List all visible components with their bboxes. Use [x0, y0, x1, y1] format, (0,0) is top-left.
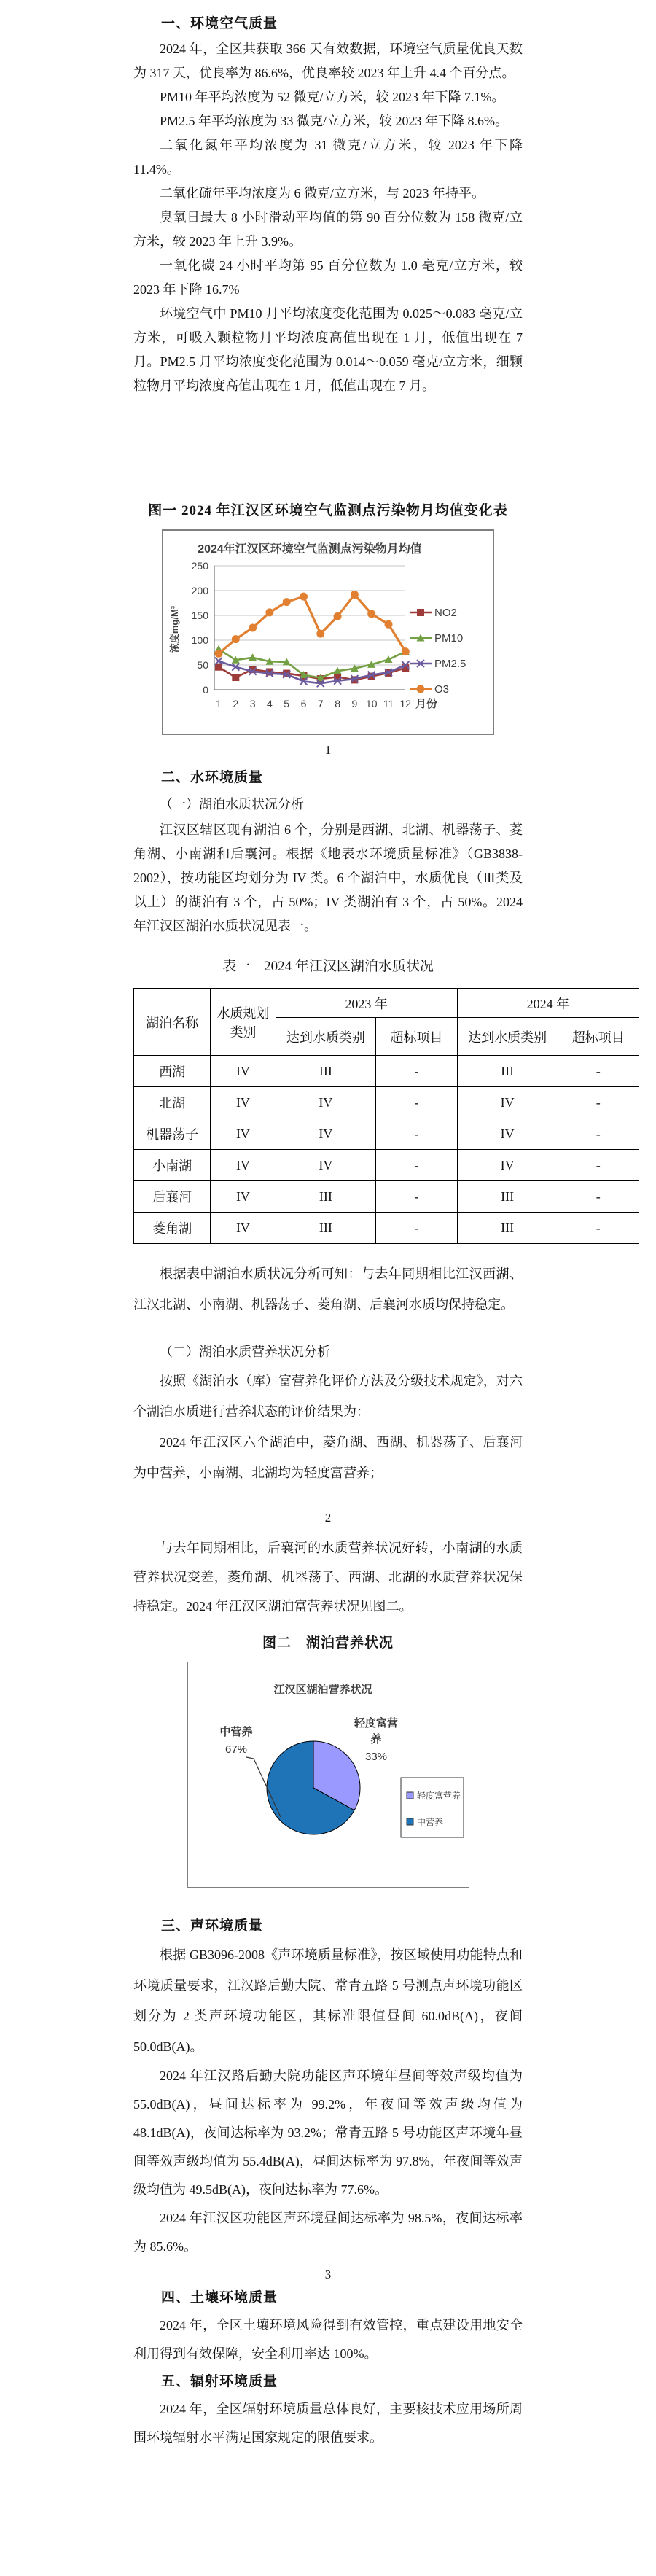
table-cell: III [457, 1181, 558, 1213]
noise-paragraph: 2024 年江汉路后勤大院功能区声环境年昼间等效声级均值为 55.0dB(A)，昼间达标率为 99.2%，年夜间等效声级均值为 48.1dB(A)，夜间达标率为 93.2%；常青五路 5 号功能区声环境年昼间等效声级均值为 55.4dB(A)，昼间达标率为 97.8%，年夜间等效声级均值为 49.5dB(A)，夜间达标率为 77.6%。 [133, 2069, 523, 2197]
water-subheading-2: （二）湖泊水质营养状况分析 [160, 1345, 330, 1359]
svg-text:2: 2 [233, 698, 239, 709]
table-row [134, 1150, 639, 1181]
figure1-caption: 图一 2024 年江汉区环境空气监测点污染物月均值变化表 [148, 503, 508, 518]
table-cell: IV [211, 1150, 276, 1181]
table-row [134, 1213, 639, 1244]
air-paragraph: 二氧化硫年平均浓度为 6 微克/立方米，与 2023 年持平。 [160, 186, 485, 201]
table-cell: IV [211, 1213, 276, 1244]
soil-paragraph: 2024 年，全区土壤环境风险得到有效管控，重点建设用地安全利用得到有效保障，安全利用率达 100%。 [133, 2318, 523, 2361]
svg-text:PM2.5: PM2.5 [434, 658, 466, 670]
air-paragraph: 一氧化碳 24 小时平均第 95 百分位数为 1.0 毫克/立方米，较 2023 年下降 16.7% [133, 258, 523, 297]
air-paragraph: 2024 年，全区共获取 366 天有效数据，环境空气质量优良天数为 317 天，优良率为 86.6%，优良率较 2023 年上升 4.4 个百分点。 [133, 42, 523, 80]
table-cell: - [376, 1118, 457, 1150]
page-number: 2 [324, 1511, 332, 1525]
table-header-year-2024: 2024 年 [457, 989, 639, 1018]
svg-text:浓度mg/M³: 浓度mg/M³ [169, 605, 180, 653]
svg-text:轻度富营养: 轻度富营养 [416, 1791, 461, 1801]
svg-text:月份: 月份 [415, 698, 438, 710]
svg-text:轻度富营: 轻度富营 [354, 1717, 398, 1729]
svg-text:中营养: 中营养 [219, 1726, 253, 1738]
table-cell: IV [211, 1087, 276, 1118]
noise-section-heading: 三、声环境质量 [161, 1918, 264, 1934]
table-cell: III [457, 1056, 558, 1087]
lake-intro-paragraph: 江汉区辖区现有湖泊 6 个，分别是西湖、北湖、机器荡子、菱角湖、小南湖和后襄河。根据《地表水环境质量标准》（GB3838-2002），按功能区均划分为 IV 类。6 个湖泊中，水质优良（Ⅲ类及以上）的湖泊有 3 个，占 50%；IV 类湖泊有 3 个，占 50%。2024 年江汉区湖泊水质状况见表一。 [133, 822, 523, 933]
water-subheading-1: （一）湖泊水质状况分析 [160, 797, 304, 812]
svg-text:7: 7 [317, 698, 324, 709]
table-cell: 后襄河 [134, 1181, 211, 1213]
figure2-caption: 图二 湖泊营养状况 [262, 1635, 394, 1651]
svg-text:0: 0 [203, 684, 208, 696]
table-cell: - [558, 1150, 639, 1181]
pie-legend [401, 1778, 464, 1837]
page-number: 1 [324, 743, 332, 757]
table-cell: III [276, 1056, 376, 1087]
table-header-class: 水质规划类别 [211, 989, 276, 1056]
noise-paragraph: 2024 年江汉区功能区声环境昼间达标率为 98.5%，夜间达标率为 85.6%。 [133, 2211, 523, 2254]
chart-axes [192, 560, 437, 710]
nutrition-method-paragraph: 按照《湖泊水（库）富营养化评价方法及分级技术规定》，对六个湖泊水质进行营养状态的评价结果为： [133, 1374, 523, 1419]
chart-legend [410, 607, 466, 696]
svg-text:11: 11 [383, 698, 394, 709]
table-cell: - [558, 1087, 639, 1118]
table-cell: IV [457, 1087, 558, 1118]
water-section-heading: 二、水环境质量 [161, 770, 264, 785]
air-section-heading: 一、环境空气质量 [161, 16, 278, 31]
table-cell: III [276, 1181, 376, 1213]
svg-text:50: 50 [197, 659, 208, 671]
noise-paragraph: 根据 GB3096-2008《声环境质量标准》，按区域使用功能特点和环境质量要求，江汉路后勤大院、常青五路 5 号测点声环境功能区划分为 2 类声环境功能区，其标准限值昼间 60.0dB(A)，夜间 50.0dB(A)。 [133, 1947, 523, 2054]
table-row [134, 1118, 639, 1150]
table-row [134, 1087, 639, 1118]
table-cell: - [558, 1181, 639, 1213]
svg-text:中营养: 中营养 [416, 1817, 443, 1827]
svg-text:150: 150 [191, 610, 208, 621]
air-paragraph: 环境空气中 PM10 月平均浓度变化范围为 0.025～0.083 毫克/立方米，可吸入颗粒物月平均浓度高值出现在 1 月，低值出现在 7 月。PM2.5 月平均浓度变化范围为 0.014～0.059 毫克/立方米，细颗粒物月平均浓度高值出现在 1 月，低值出现在 7 月。 [133, 306, 523, 393]
air-paragraph: 二氧化氮年平均浓度为 31 微克/立方米，较 2023 年下降 11.4%。 [133, 138, 523, 176]
lake-analysis-paragraph: 根据表中湖泊水质状况分析可知：与去年同期相比江汉西湖、江汉北湖、小南湖、机器荡子、菱角湖、后襄河水质均保持稳定。 [133, 1266, 523, 1312]
table-cell: IV [457, 1150, 558, 1181]
radiation-paragraph: 2024 年，全区辐射环境质量总体良好，主要核技术应用场所周围环境辐射水平满足国家规定的限值要求。 [133, 2402, 523, 2445]
table-cell: - [558, 1213, 639, 1244]
svg-text:100: 100 [191, 634, 208, 646]
svg-text:33%: 33% [364, 1751, 387, 1763]
svg-text:江汉区湖泊营养状况: 江汉区湖泊营养状况 [273, 1684, 372, 1696]
table-cell: 小南湖 [134, 1150, 211, 1181]
table-cell: IV [276, 1118, 376, 1150]
table-cell: - [376, 1087, 457, 1118]
series-PM10 [215, 645, 410, 681]
table-cell: - [558, 1056, 639, 1087]
table-cell: - [376, 1150, 457, 1181]
svg-text:10: 10 [365, 698, 378, 709]
svg-text:5: 5 [284, 698, 290, 709]
nutrition-compare-paragraph: 与去年同期相比，后襄河的水质营养状况好转，小南湖的水质营养状况变差，菱角湖、机器荡子、西湖、北湖的水质营养状况保持稳定。2024 年江汉区湖泊富营养状况见图二。 [133, 1541, 523, 1614]
svg-text:9: 9 [351, 698, 358, 709]
svg-text:250: 250 [191, 560, 208, 572]
svg-text:200: 200 [191, 585, 208, 596]
table-cell: 北湖 [134, 1087, 211, 1118]
table-cell: 西湖 [134, 1056, 211, 1087]
svg-text:12: 12 [399, 698, 412, 709]
table-subheader-category-2023: 达到水质类别 [276, 1018, 376, 1056]
lake-water-quality-table [133, 988, 639, 1244]
svg-text:6: 6 [300, 698, 307, 709]
svg-text:1: 1 [216, 698, 222, 709]
table-cell: IV [276, 1150, 376, 1181]
svg-text:4: 4 [267, 698, 273, 709]
air-line-chart [163, 531, 490, 731]
table-header-year-2023: 2023 年 [276, 989, 457, 1018]
table1-caption: 表一 2024 年江汉区湖泊水质状况 [222, 959, 434, 974]
nutrition-result-paragraph: 2024 年江汉区六个湖泊中，菱角湖、西湖、机器荡子、后襄河为中营养，小南湖、北湖均为轻度富营养； [133, 1435, 523, 1480]
table-cell: - [376, 1056, 457, 1087]
table-subheader-exceed-2023: 超标项目 [376, 1018, 457, 1056]
table-cell: III [276, 1213, 376, 1244]
table-cell: IV [211, 1181, 276, 1213]
table-subheader-category-2024: 达到水质类别 [457, 1018, 558, 1056]
radiation-section-heading: 五、辐射环境质量 [161, 2374, 278, 2389]
table-row [134, 1056, 639, 1087]
figure2-box [187, 1662, 469, 1888]
air-paragraph: PM10 年平均浓度为 52 微克/立方米，较 2023 年下降 7.1%。 [160, 90, 505, 104]
table-cell: IV [211, 1056, 276, 1087]
table-cell: 机器荡子 [134, 1118, 211, 1150]
table-cell: 菱角湖 [134, 1213, 211, 1244]
figure1-box [162, 529, 494, 735]
table-header-lake: 湖泊名称 [134, 989, 211, 1056]
pie-slices [266, 1741, 359, 1834]
svg-text:8: 8 [335, 698, 340, 709]
svg-text:67%: 67% [224, 1743, 247, 1756]
table-cell: - [376, 1181, 457, 1213]
svg-text:PM10: PM10 [434, 632, 464, 645]
table-cell: IV [211, 1118, 276, 1150]
svg-text:养: 养 [370, 1733, 382, 1746]
svg-text:O3: O3 [434, 683, 450, 696]
svg-text:2024年江汉区环境空气监测点污染物月均值: 2024年江汉区环境空气监测点污染物月均值 [198, 543, 422, 556]
table-cell: III [457, 1213, 558, 1244]
table-row [134, 1181, 639, 1213]
svg-text:3: 3 [249, 698, 256, 709]
table-cell: IV [276, 1087, 376, 1118]
table-cell: - [558, 1118, 639, 1150]
table-subheader-exceed-2024: 超标项目 [558, 1018, 639, 1056]
air-paragraph: 臭氧日最大 8 小时滑动平均值的第 90 百分位数为 158 微克/立方米，较 2023 年上升 3.9%。 [133, 210, 523, 249]
page-number: 3 [324, 2268, 332, 2281]
air-paragraph: PM2.5 年平均浓度为 33 微克/立方米，较 2023 年下降 8.6%。 [160, 114, 509, 128]
series-O3 [215, 591, 410, 658]
lake-nutrition-pie-chart [188, 1662, 467, 1886]
table-cell: IV [457, 1118, 558, 1150]
soil-section-heading: 四、土壤环境质量 [161, 2290, 278, 2305]
svg-text:NO2: NO2 [434, 607, 457, 619]
table-cell: - [376, 1213, 457, 1244]
